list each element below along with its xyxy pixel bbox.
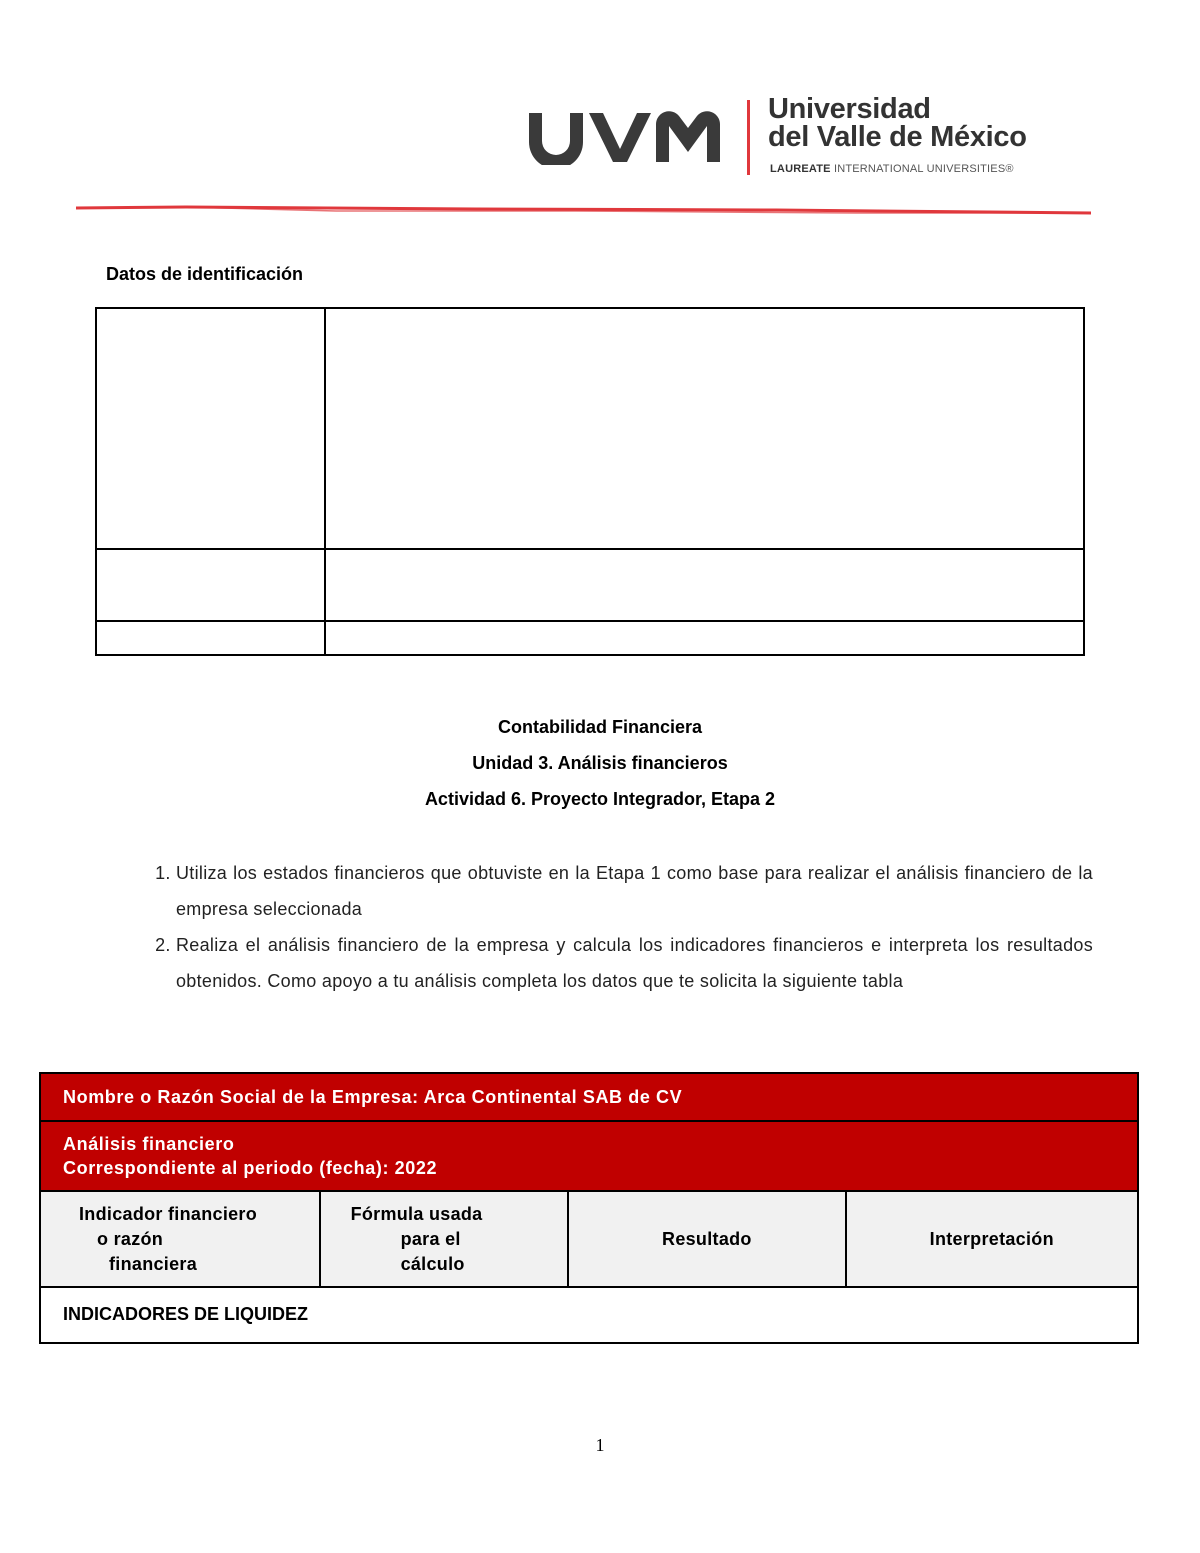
list-item: 1. Utiliza los estados financieros que obtuviste en la Etapa 1 como base para realizar el análisis financiero de la empresa seleccionada <box>176 855 1093 927</box>
id-label-cell[interactable] <box>96 621 325 655</box>
header-formula: Fórmula usada para el cálculo <box>320 1191 569 1287</box>
header-indicator: Indicador financiero o razón financiera <box>40 1191 320 1287</box>
table-row <box>96 549 1084 621</box>
identification-heading: Datos de identificación <box>106 264 304 284</box>
uvm-logo <box>525 95 1035 185</box>
header-interpretation: Interpretación <box>846 1191 1138 1287</box>
id-label-cell[interactable] <box>96 549 325 621</box>
activity-title: Actividad 6. Proyecto Integrador, Etapa 2 <box>424 789 776 809</box>
liquidity-section-row <box>40 1287 1138 1343</box>
page-number: 1 <box>595 1435 605 1455</box>
university-name: Universidad del Valle de México <box>768 93 1027 153</box>
company-name-cell: Nombre o Razón Social de la Empresa: Arca Continental SAB de CV <box>40 1073 1138 1121</box>
id-value-cell[interactable] <box>325 621 1084 655</box>
period-cell: Análisis financiero Correspondiente al periodo (fecha): 2022 <box>40 1121 1138 1191</box>
instructions-list <box>130 855 1093 999</box>
course-title: Contabilidad Financiera <box>497 717 703 737</box>
list-item: 2. Realiza el análisis financiero de la empresa y calcula los indicadores financieros e interpreta los resultados obtenidos. Como apoyo a tu análisis completa los datos que te solicita la siguiente tabla <box>176 927 1093 999</box>
unit-title: Unidad 3. Análisis financieros <box>472 753 728 773</box>
table-row <box>96 621 1084 655</box>
column-header-row <box>40 1191 1138 1287</box>
period-row <box>40 1121 1138 1191</box>
logo-tagline: LAUREATE INTERNATIONAL UNIVERSITIES® <box>770 163 1014 175</box>
identification-table <box>95 307 1085 656</box>
table-row <box>96 308 1084 549</box>
header-red-rule <box>76 203 1091 219</box>
liquidity-section-cell: INDICADORES DE LIQUIDEZ <box>40 1287 1138 1343</box>
id-label-cell[interactable] <box>96 308 325 549</box>
id-value-cell[interactable] <box>325 549 1084 621</box>
uvm-wordmark-icon <box>525 109 730 165</box>
id-value-cell[interactable] <box>325 308 1084 549</box>
financial-analysis-table <box>39 1072 1139 1344</box>
logo-separator <box>747 100 750 175</box>
company-row <box>40 1073 1138 1121</box>
header-result: Resultado <box>568 1191 845 1287</box>
